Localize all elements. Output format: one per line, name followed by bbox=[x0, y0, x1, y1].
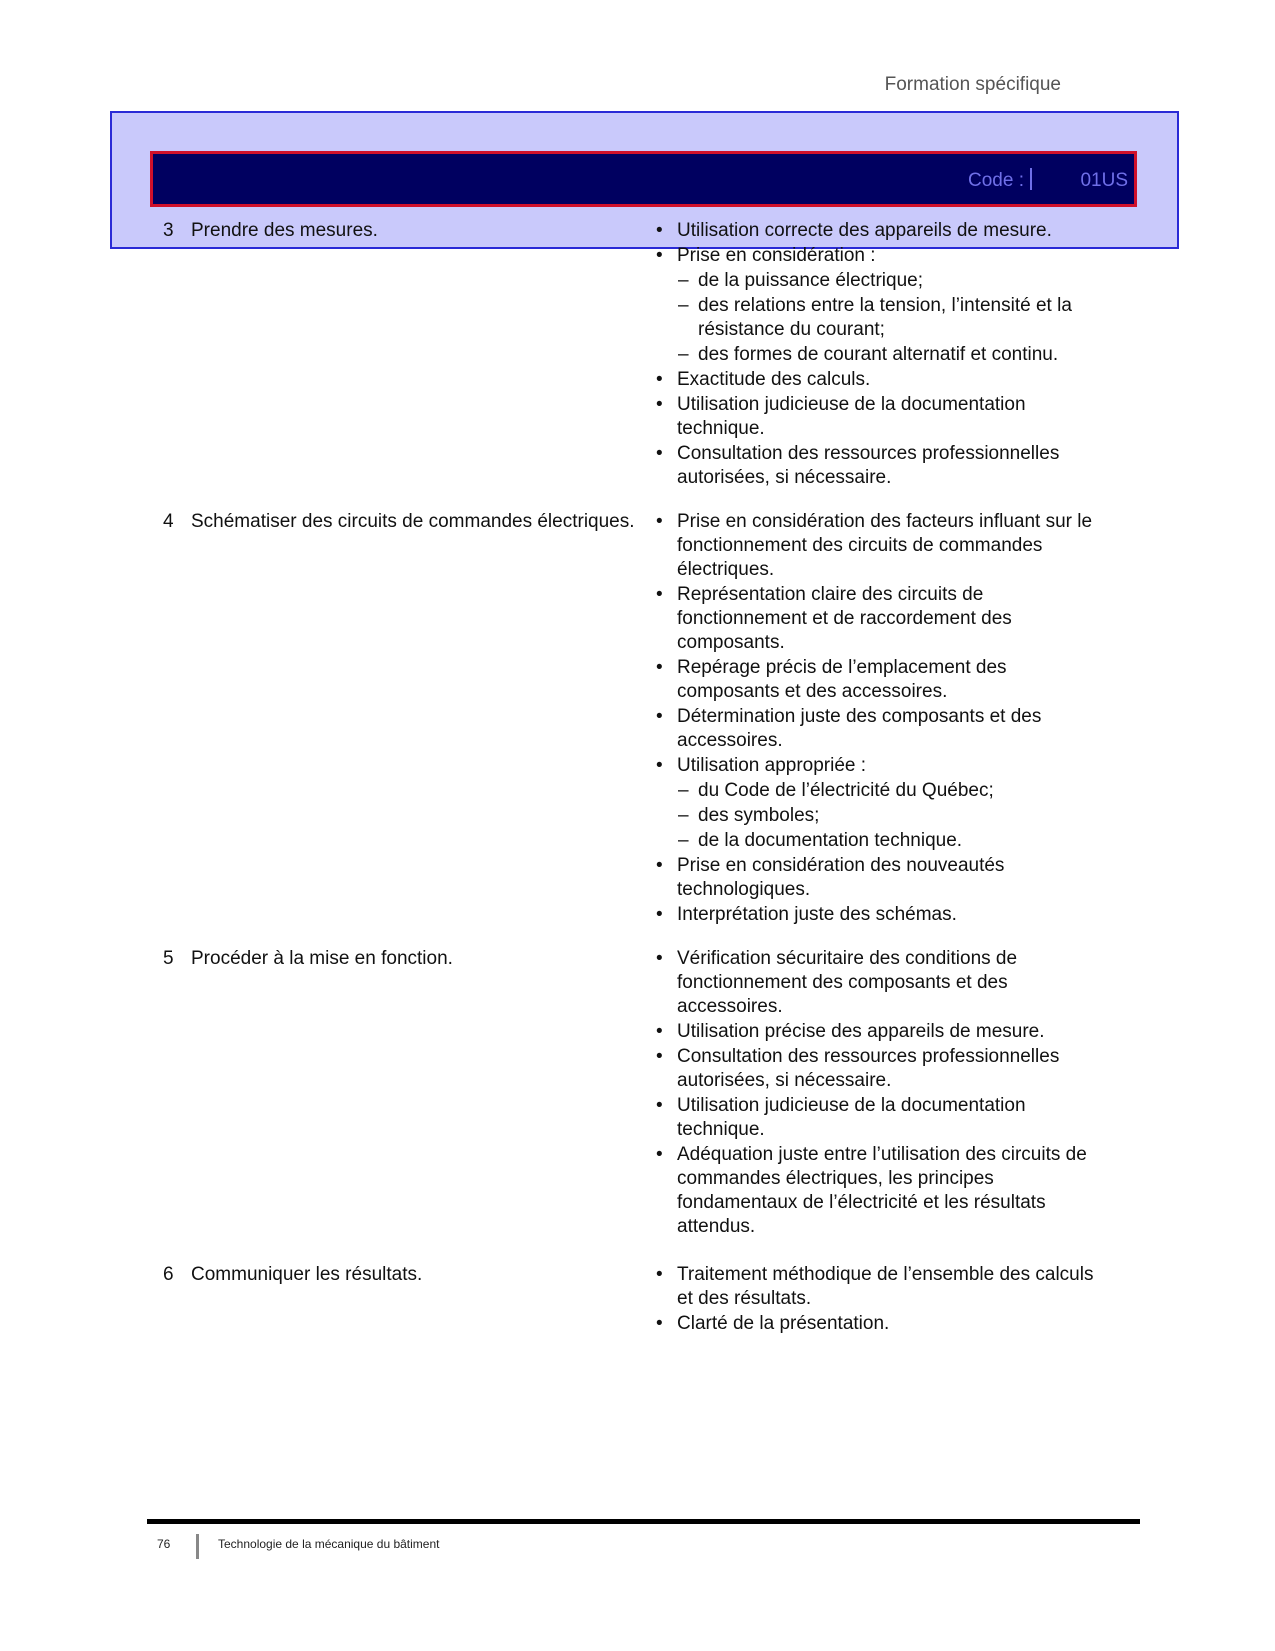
criterion-item: • Traitement méthodique de l’ensemble des calculs et des résultats. bbox=[656, 1263, 1112, 1311]
criterion-item: • Consultation des ressources professionnelles autorisées, si nécessaire. bbox=[656, 1045, 1112, 1093]
criterion-item: • Prise en considération : bbox=[656, 244, 1112, 268]
element-number: 3 bbox=[163, 220, 174, 241]
criterion-item: • Clarté de la présentation. bbox=[656, 1312, 1112, 1336]
criterion-item: • Détermination juste des composants et des accessoires. bbox=[656, 705, 1112, 753]
element-cell bbox=[163, 510, 653, 534]
code-divider bbox=[1030, 168, 1032, 190]
footer-rule bbox=[147, 1519, 1140, 1524]
criterion-subitem: – des relations entre la tension, l’intensité et la résistance du courant; bbox=[656, 294, 1112, 342]
criterion-item: • Repérage précis de l’emplacement des composants et des accessoires. bbox=[656, 656, 1112, 704]
criterion-item: • Prise en considération des facteurs influant sur le fonctionnement des circuits de commandes électriques. bbox=[656, 510, 1112, 582]
title-bar bbox=[150, 151, 1137, 207]
criterion-item: • Utilisation précise des appareils de mesure. bbox=[656, 1020, 1112, 1044]
element-number: 4 bbox=[163, 511, 174, 532]
element-cell bbox=[163, 219, 653, 243]
criterion-item: • Adéquation juste entre l’utilisation des circuits de commandes électriques, les principes fondamentaux de l’électricité et les résultats attendus. bbox=[656, 1143, 1112, 1239]
element-text: Schématiser des circuits de commandes électriques. bbox=[191, 511, 635, 532]
criterion-item: • Utilisation correcte des appareils de mesure. bbox=[656, 219, 1112, 243]
criterion-item: • Représentation claire des circuits de fonctionnement et de raccordement des composants. bbox=[656, 583, 1112, 655]
criterion-item: • Exactitude des calculs. bbox=[656, 368, 1112, 392]
code-label: Code : bbox=[968, 170, 1024, 191]
code-value: 01US bbox=[1080, 170, 1128, 191]
criteria-list bbox=[656, 1263, 1112, 1337]
element-cell bbox=[163, 947, 653, 971]
page-number: 76 bbox=[157, 1537, 171, 1551]
criterion-subitem: – des formes de courant alternatif et continu. bbox=[656, 343, 1112, 367]
criterion-subitem: – des symboles; bbox=[656, 804, 1112, 828]
criterion-item: • Consultation des ressources professionnelles autorisées, si nécessaire. bbox=[656, 442, 1112, 490]
criterion-subitem: – de la puissance électrique; bbox=[656, 269, 1112, 293]
section-label: Formation spécifique bbox=[884, 74, 1061, 95]
footer-separator bbox=[196, 1534, 199, 1559]
element-number: 6 bbox=[163, 1264, 174, 1285]
criterion-item: • Vérification sécuritaire des conditions de fonctionnement des composants et des accessoires. bbox=[656, 947, 1112, 1019]
criterion-item: • Utilisation judicieuse de la documentation technique. bbox=[656, 393, 1112, 441]
criterion-subitem: – de la documentation technique. bbox=[656, 829, 1112, 853]
element-cell bbox=[163, 1263, 653, 1287]
element-text: Prendre des mesures. bbox=[191, 220, 378, 241]
element-number: 5 bbox=[163, 948, 174, 969]
element-text: Procéder à la mise en fonction. bbox=[191, 948, 453, 969]
footer-title: Technologie de la mécanique du bâtiment bbox=[218, 1537, 440, 1551]
criteria-list bbox=[656, 219, 1112, 491]
element-text: Communiquer les résultats. bbox=[191, 1264, 423, 1285]
criterion-item: • Interprétation juste des schémas. bbox=[656, 903, 1112, 927]
criterion-item: • Prise en considération des nouveautés technologiques. bbox=[656, 854, 1112, 902]
criterion-item: • Utilisation appropriée : bbox=[656, 754, 1112, 778]
criterion-subitem: – du Code de l’électricité du Québec; bbox=[656, 779, 1112, 803]
criteria-list bbox=[656, 947, 1112, 1240]
criterion-item: • Utilisation judicieuse de la documentation technique. bbox=[656, 1094, 1112, 1142]
criteria-list bbox=[656, 510, 1112, 928]
